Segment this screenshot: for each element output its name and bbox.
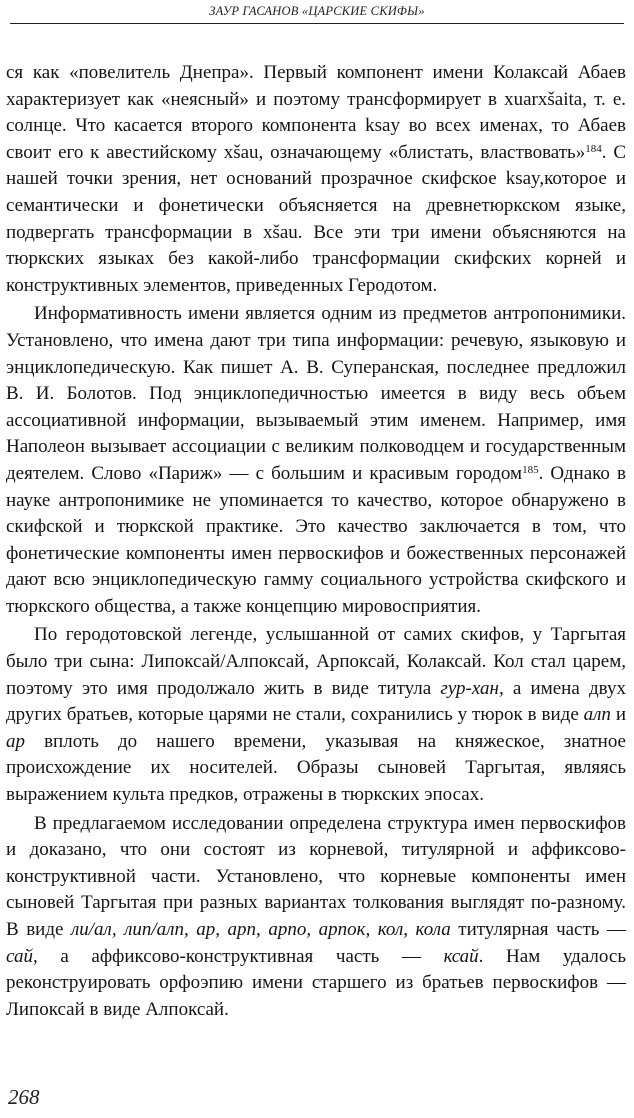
footnote-ref-184: 184 <box>585 142 602 155</box>
term-ar: ар <box>6 730 25 752</box>
term-alp: алп <box>583 704 611 726</box>
paragraph-4-text-2: титулярная часть — <box>450 919 626 940</box>
paragraph-1 <box>6 60 626 299</box>
footnote-ref-185: 185 <box>522 463 539 476</box>
paragraph-3 <box>6 622 626 808</box>
header-rule <box>10 23 624 24</box>
term-gur-khan: гур-хан <box>440 677 499 699</box>
paragraph-4-text-4: . Нам удалось реконструировать орфоэпию имени старшего из братьев первоскифов — Липоксай в виде Алпоксай. <box>6 945 626 1020</box>
paragraph-2-text-2: . Однако в науке антропонимике не упоминается то качество, которое обнаружено в скифской и тюркской практике. Это качество заключается в том, что фонетические компоненты имен первоскифов и божественных персонажей дают всю энциклопедическую гамму социального устройства скифского и тюркского общества, а также концепцию мировосприятия. <box>6 462 626 617</box>
page-number: 268 <box>8 1085 40 1109</box>
running-head: ЗАУР ГАСАНОВ «ЦАРСКИЕ СКИФЫ» <box>209 4 425 18</box>
paragraph-3-text-3: и <box>610 704 626 726</box>
paragraph-3-text-4: вплоть до нашего времени, указывая на княжеское, знатное происхождение их носителей. Образы сыновей Таргытая, являясь выражением культа предков, отражены в тюркских эпосах. <box>6 730 626 806</box>
paragraph-3-text-1: По геродотовской легенде, услышанной от самих скифов, у Таргытая было три сына: Липоксай/Алпоксай, Арпоксай, Колаксай. Кол стал царем, поэтому это имя продолжало жить в виде титула <box>6 624 626 699</box>
term-sai: сай <box>6 945 33 967</box>
paragraph-2-text-1: Информативность имени является одним из предметов антропонимики. Установлено, что имена дают три типа информации: речевую, языковую и энциклопедическую. Как пишет А. В. Суперанская, последнее предложил В. И. Болотов. Под энциклопедичностью имеется в виду весь объем ассоциативной информации, вызываемый этим именем. Например, имя Наполеон вызывает ассоциации с великим полководцем и государственным деятелем. Слово «Париж» — с большим и красивым городом <box>6 303 626 484</box>
paragraph-4-text-3: , а аффиксово-конструктивная часть — <box>32 945 444 967</box>
paragraph-3-text-2: , а имена двух других братьев, которые царями не стали, сохранились у тюрок в виде <box>6 677 626 726</box>
page-body <box>6 60 626 1023</box>
term-ksai: ксай <box>443 945 479 967</box>
paragraph-1-text-2: . С нашей точки зрения, нет оснований прозрачное скифское ksay,которое и семантически и фонетически объясняется на древнетюркском языке, подвергать трансформации в xšau. Все эти три имени объясняются на тюркских языках без какой-либо трансформации скифских корней и конструктивных элементов, приведенных Геродотом. <box>6 141 626 296</box>
paragraph-4 <box>6 811 626 1024</box>
term-root-list: ли/ал, лип/алп, ар, арп, арпо, арпок, кол, кола <box>70 919 451 940</box>
paragraph-4-text-1: В предлагаемом исследовании определена структура имен первоскифов и доказано, что они состоят из корневой, титулярной и аффиксово-конструктивной части. Установлено, что корневые компоненты имен сыновей Таргытая при разных вариантах толкования выглядят по-разному. В виде <box>6 812 626 940</box>
paragraph-2 <box>6 301 626 620</box>
paragraph-1-text-1: ся как «повелитель Днепра». Первый компонент имени Колаксай Абаев характеризует как «неясный» и поэтому трансформирует в xuarxšaita, т. е. солнце. Что касается второго компонента ksay во всех именах, то Абаев своит его к авестийскому xšau, означающему «блистать, властвовать» <box>6 62 626 163</box>
